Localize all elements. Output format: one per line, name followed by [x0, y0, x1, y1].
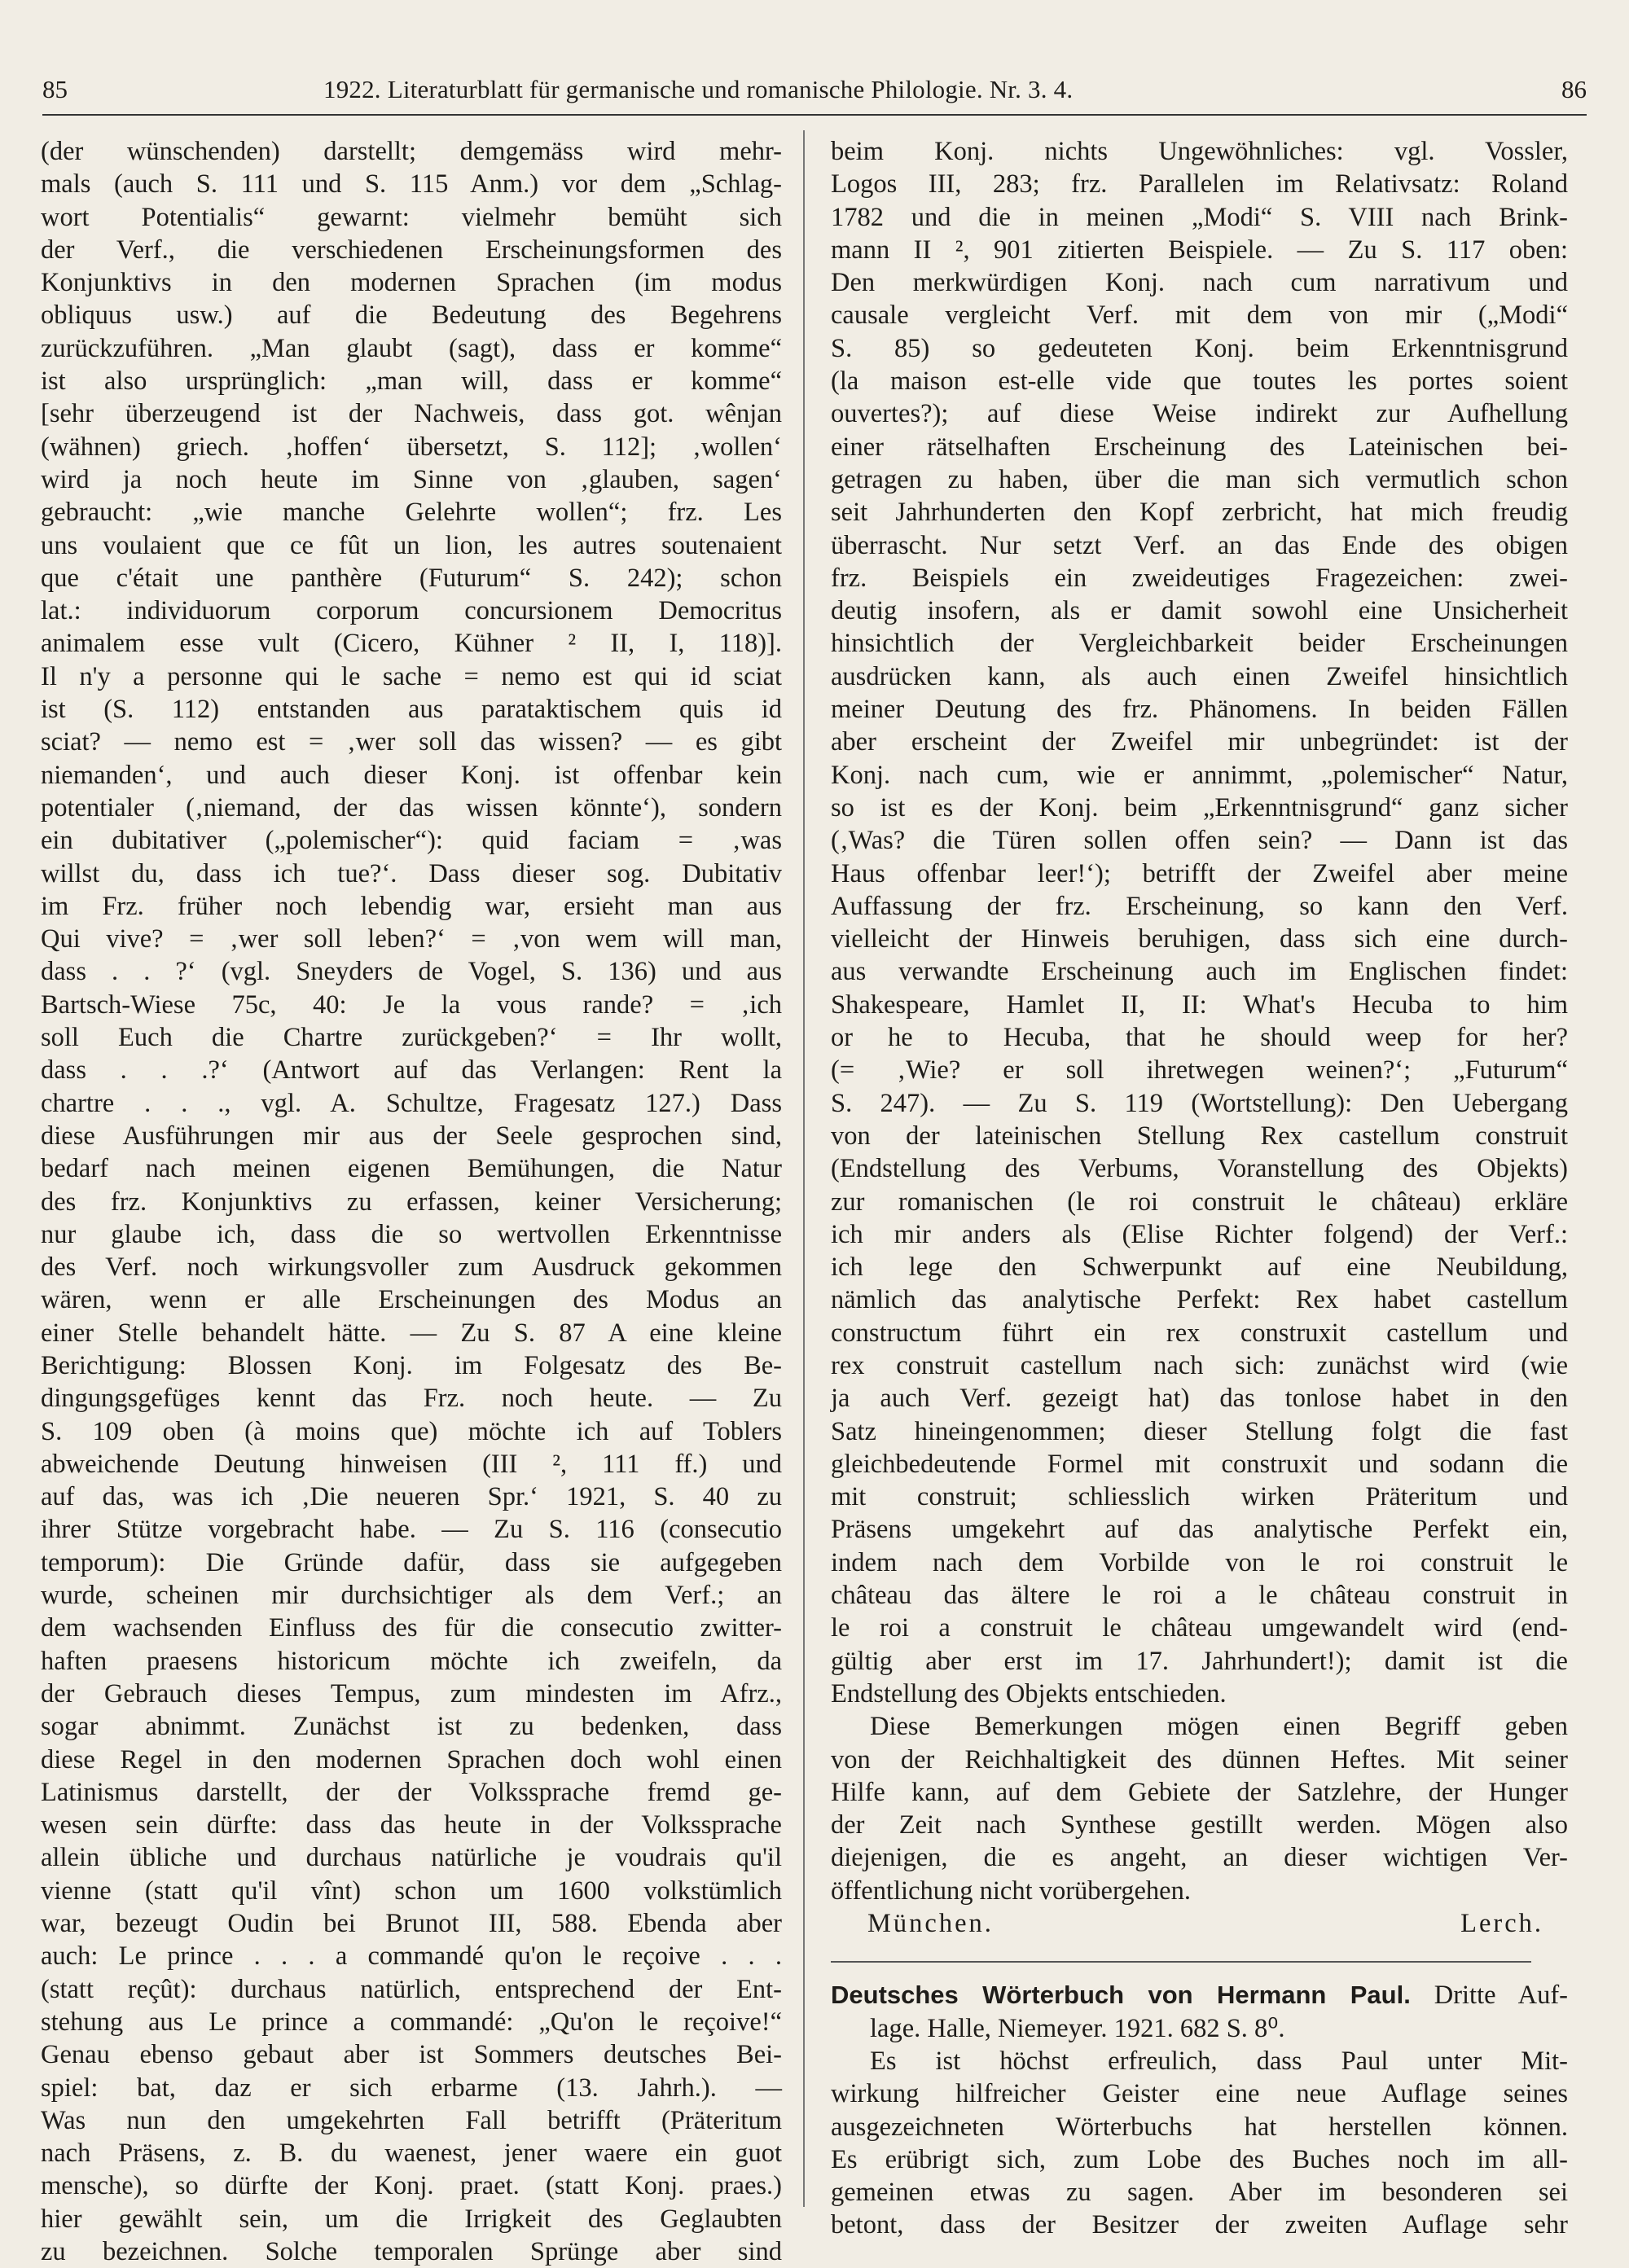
text-line: spiel: bat, daz er sich erbarme (13. Jahrh.). — — [41, 2073, 782, 2103]
text-line: mals (auch S. 111 und S. 115 Anm.) vor dem „Schlag- — [41, 169, 782, 200]
review-title-rest: Dritte Auf- — [1434, 1981, 1569, 2011]
text-line: Berichtigung: Blossen Konj. im Folgesatz des Be- — [41, 1350, 782, 1380]
text-line: Konjunktivs in den modernen Sprachen (im modus — [41, 268, 782, 298]
text-line: [sehr überzeugend ist der Nachweis, dass got. wênjan — [41, 399, 782, 429]
text-line: überrascht. Nur setzt Verf. an das Ende des obigen — [831, 530, 1568, 560]
text-line: dass . . ?‘ (vgl. Sneyders de Vogel, S. 136) und aus — [41, 957, 782, 987]
text-line: que c'était une panthère (Futurum“ S. 242); schon — [41, 563, 782, 593]
text-line: gleichbedeutende Formel mit construxit und sodann die — [831, 1449, 1568, 1479]
text-line: stehung aus Le prince a commandé: „Qu'on le reçoive!“ — [41, 2007, 782, 2037]
text-line: deutig insofern, als er damit sowohl eine Unsicherheit — [831, 596, 1568, 626]
text-line: auf das, was ich ‚Die neueren Spr.‘ 1921, S. 40 zu — [41, 1482, 782, 1512]
text-line: Satz hineingenommen; dieser Stellung folgt die fast — [831, 1416, 1568, 1446]
text-line: mensche), so dürfte der Konj. praet. (statt Konj. praes.) — [41, 2171, 782, 2201]
text-line: wirkung hilfreicher Geister eine neue Auflage seines — [831, 2079, 1568, 2109]
text-line: öffentlichung nicht vorübergehen. — [831, 1875, 1191, 1906]
text-line: auch: Le prince . . . a commandé qu'on le reçoive . . . — [41, 1941, 782, 1972]
text-line: von der Reichhaltigkeit des dünnen Heftes. Mit seiner — [831, 1744, 1568, 1774]
text-line: temporum): Die Gründe dafür, dass sie aufgegeben — [41, 1547, 782, 1577]
text-line: hier gewählt sein, um die Irrigkeit des Geglaubten — [41, 2204, 782, 2234]
text-line: einer rätselhaften Erscheinung des Lateinischen bei- — [831, 432, 1568, 462]
text-line: nur glaube ich, dass die so wertvollen Erkenntnisse — [41, 1219, 782, 1249]
text-line: der Zeit nach Synthese gestillt werden. Mögen also — [831, 1810, 1568, 1840]
text-line: wären, wenn er alle Erscheinungen des Modus an — [41, 1285, 782, 1315]
text-line: frz. Beispiels ein zweideutiges Fragezeichen: zwei- — [831, 563, 1568, 593]
text-line: animalem esse vult (Cicero, Kühner ² II, I, 118)]. — [41, 629, 782, 659]
text-line: getragen zu haben, über die man sich vermutlich schon — [831, 464, 1568, 494]
text-line: ist (S. 112) entstanden aus parataktischem quis id — [41, 695, 782, 725]
text-line: Präsens umgekehrt auf das analytische Perfekt ein, — [831, 1515, 1568, 1545]
text-line: nämlich das analytische Perfekt: Rex habet castellum — [831, 1285, 1568, 1315]
text-line: Diese Bemerkungen mögen einen Begriff geben — [870, 1712, 1568, 1742]
text-line: mann II ², 901 zitierten Beispiele. — Zu S. 117 oben: — [831, 235, 1568, 265]
column-divider — [803, 130, 805, 2207]
text-line: potentialer (‚niemand, der das wissen könnte‘), sondern — [41, 792, 782, 823]
text-line: wird ja noch heute im Sinne von ‚glauben, sagen‘ — [41, 464, 782, 494]
text-line: or he to Hecuba, that he should weep for her? — [831, 1023, 1568, 1053]
text-line: Auffassung der frz. Erscheinung, so kann den Verf. — [831, 891, 1568, 921]
review-heading — [831, 1979, 1568, 2045]
text-line: causale vergleicht Verf. mit dem von mir („Modi“ — [831, 300, 1568, 331]
text-line: uns voulaient que ce fût un lion, les autres soutenaient — [41, 530, 782, 560]
page-number-left: 85 — [42, 75, 68, 103]
text-line: ich mir anders als (Elise Richter folgend) der Verf.: — [831, 1219, 1568, 1249]
text-line: ist also ursprünglich: „man will, dass er komme“ — [41, 366, 782, 397]
text-line: soll Euch die Chartre zurückgeben?‘ = Ihr wollt, — [41, 1023, 782, 1053]
text-line: des frz. Konjunktivs zu erfassen, keiner Versicherung; — [41, 1187, 782, 1217]
text-line: Haus offenbar leer!‘); betrifft der Zweifel aber meine — [831, 858, 1568, 888]
text-line: Genau ebenso gebaut aber ist Sommers deutsches Bei- — [41, 2040, 782, 2070]
text-line: ausdrücken kann, als auch einen Zweifel hinsichtlich — [831, 661, 1568, 691]
text-line: (= ‚Wie? er soll ihretwegen weinen?‘; „Futurum“ — [831, 1055, 1568, 1086]
text-line: diejenigen, die es angeht, an dieser wichtigen Ver- — [831, 1843, 1568, 1873]
page-header — [42, 68, 1587, 117]
signature-place: München. — [867, 1909, 994, 1939]
text-line: zu bezeichnen. Solche temporalen Sprünge aber sind — [41, 2237, 782, 2266]
text-line: Es erübrigt sich, zum Lobe des Buches noch im all- — [831, 2144, 1568, 2174]
left-column — [41, 135, 782, 2268]
text-line: allein übliche und durchaus natürliche je voudrais qu'il — [41, 1843, 782, 1873]
text-line: (‚Was? die Türen sollen offen sein? — Dann ist das — [831, 826, 1568, 856]
text-line: haften praesens historicum möchte ich zweifeln, da — [41, 1646, 782, 1676]
text-line: ouvertes?); auf diese Weise indirekt zur Aufhellung — [831, 399, 1568, 429]
text-line: (la maison est-elle vide que toutes les portes soient — [831, 366, 1568, 397]
text-line: vienne (statt qu'il vînt) schon um 1600 volkstümlich — [41, 1875, 782, 1906]
text-line: gültig aber erst im 17. Jahrhundert!); damit ist die — [831, 1646, 1568, 1676]
text-line: Hilfe kann, auf dem Gebiete der Satzlehre, der Hunger — [831, 1777, 1568, 1807]
text-line: vielleicht der Hinweis beruhigen, dass sich eine durch- — [831, 924, 1568, 954]
right-column — [831, 135, 1568, 2242]
text-line: abweichende Deutung hinweisen (III ², 111 ff.) und — [41, 1449, 782, 1479]
text-line: Den merkwürdigen Konj. nach cum narrativum und — [831, 268, 1568, 298]
text-line: rex construit castellum nach sich: zunächst wird (wie — [831, 1350, 1568, 1380]
text-line: dem wachsenden Einfluss des für die consecutio zwitter- — [41, 1613, 782, 1643]
text-line: S. 109 oben (à moins que) möchte ich auf Toblers — [41, 1416, 782, 1446]
text-line: Il n'y a personne qui le sache = nemo est qui id sciat — [41, 661, 782, 691]
text-line: willst du, dass ich tue?‘. Dass dieser sog. Dubitativ — [41, 858, 782, 888]
text-line: zurückzuführen. „Man glaubt (sagt), dass er komme“ — [41, 333, 782, 363]
text-line: meiner Deutung des frz. Phänomens. In beiden Fällen — [831, 695, 1568, 725]
text-line: betont, dass der Besitzer der zweiten Auflage sehr — [831, 2210, 1568, 2240]
text-line: einer Stelle behandelt hätte. — Zu S. 87 A eine kleine — [41, 1318, 782, 1348]
text-line: hinsichtlich der Vergleichbarkeit beider Erscheinungen — [831, 629, 1568, 659]
text-line: ihrer Stütze vorgebracht habe. — Zu S. 116 (consecutio — [41, 1515, 782, 1545]
text-line: (statt reçût): durchaus natürlich, entsprechend der Ent- — [41, 1974, 782, 2004]
text-line: des Verf. noch wirkungsvoller zum Ausdruck gekommen — [41, 1252, 782, 1283]
text-line: Endstellung des Objekts entschieden. — [831, 1678, 1227, 1709]
text-line: Latinismus darstellt, der der Volkssprache fremd ge- — [41, 1777, 782, 1807]
text-line: Logos III, 283; frz. Parallelen im Relativsatz: Roland — [831, 169, 1568, 200]
text-line: diese Ausführungen mir aus der Seele gesprochen sind, — [41, 1121, 782, 1151]
text-line: wurde, scheinen mir durchsichtiger als dem Verf.; an — [41, 1581, 782, 1611]
text-line: Was nun den umgekehrten Fall betrifft (Präteritum — [41, 2105, 782, 2135]
review-publication: lage. Halle, Niemeyer. 1921. 682 S. 8⁰. — [870, 2013, 1285, 2043]
text-line: beim Konj. nichts Ungewöhnliches: vgl. Vossler, — [831, 137, 1568, 166]
text-line: (Endstellung des Verbums, Voranstellung des Objekts) — [831, 1154, 1568, 1184]
text-line: im Frz. früher noch lebendig war, ersieht man aus — [41, 891, 782, 921]
text-line: der Verf., die verschiedenen Erscheinungsformen des — [41, 235, 782, 265]
text-line: niemanden‘, und auch dieser Konj. ist offenbar kein — [41, 760, 782, 790]
text-line: nach Präsens, z. B. du waenest, jener waere ein guot — [41, 2139, 782, 2169]
text-line: sciat? — nemo est = ‚wer soll das wissen? — es gibt — [41, 727, 782, 757]
text-line: so ist es der Konj. beim „Erkenntnisgrund“ ganz sicher — [831, 792, 1568, 823]
text-line: ich lege den Schwerpunkt auf eine Neubildung, — [831, 1252, 1568, 1283]
text-line: constructum führt ein rex construxit castellum und — [831, 1318, 1568, 1348]
text-line: S. 247). — Zu S. 119 (Wortstellung): Den Uebergang — [831, 1088, 1568, 1118]
text-line: aber erscheint der Zweifel mir unbegründet: ist der — [831, 727, 1568, 757]
text-line: diese Regel in den modernen Sprachen doch wohl einen — [41, 1744, 782, 1774]
section-separator — [831, 1961, 1531, 1963]
page-number-right: 86 — [1561, 75, 1587, 103]
text-line: seit Jahrhunderten den Kopf zerbricht, hat mich freudig — [831, 498, 1568, 528]
text-line: zur romanischen (le roi construit le château) erkläre — [831, 1187, 1568, 1217]
header-rule — [42, 114, 1587, 116]
text-line: wort Potentialis“ gewarnt: vielmehr bemüht sich — [41, 202, 782, 232]
text-line: lat.: individuorum corporum concursionem Democritus — [41, 596, 782, 626]
review-title: Deutsches Wörterbuch von Hermann Paul. — [831, 1981, 1411, 2010]
text-line: S. 85) so gedeuteten Konj. beim Erkenntnisgrund — [831, 333, 1568, 363]
text-line: sogar abnimmt. Zunächst ist zu bedenken, dass — [41, 1712, 782, 1742]
text-line: von der lateinischen Stellung Rex castellum construit — [831, 1121, 1568, 1151]
text-line: ein dubitativer („polemischer“): quid faciam = ‚was — [41, 826, 782, 856]
text-line: der Gebrauch dieses Tempus, zum mindesten im Afrz., — [41, 1678, 782, 1709]
new-review-body — [831, 2045, 1568, 2242]
closing-paragraph — [831, 1710, 1568, 1907]
text-line: mit construit; schliesslich wirken Präteritum und — [831, 1482, 1568, 1512]
text-line: gebraucht: „wie manche Gelehrte wollen“; frz. Les — [41, 498, 782, 528]
text-line: Konj. nach cum, wie er annimmt, „polemischer“ Natur, — [831, 760, 1568, 790]
text-line: obliquus usw.) auf die Bedeutung des Begehrens — [41, 300, 782, 331]
text-line: Qui vive? = ‚wer soll leben?‘ = ‚von wem will man, — [41, 924, 782, 954]
text-line: wesen sein dürfte: dass das heute in der Volkssprache — [41, 1810, 782, 1840]
text-line: gemeinen etwas zu sagen. Aber im besonderen sei — [831, 2178, 1568, 2208]
text-line: Shakespeare, Hamlet II, II: What's Hecuba to him — [831, 989, 1568, 1020]
text-line: chartre . . ., vgl. A. Schultze, Fragesatz 127.) Dass — [41, 1088, 782, 1118]
text-line: ja auch Verf. gezeigt hat) das tonlose habet in den — [831, 1384, 1568, 1414]
running-title: 1922. Literaturblatt für germanische und romanische Philologie. Nr. 3. 4. — [323, 75, 1074, 103]
text-line: Bartsch-Wiese 75c, 40: Je la vous rande? = ‚ich — [41, 989, 782, 1020]
text-line: (wähnen) griech. ‚hoffen‘ übersetzt, S. 112]; ‚wollen‘ — [41, 432, 782, 462]
text-line: bedarf nach meinen eigenen Bemühungen, die Natur — [41, 1154, 782, 1184]
review-continuation — [831, 135, 1568, 1710]
text-line: ausgezeichneten Wörterbuchs hat herstellen können. — [831, 2112, 1568, 2142]
text-line: indem nach dem Vorbilde von le roi construit le — [831, 1547, 1568, 1577]
text-line: war, bezeugt Oudin bei Brunot III, 588. Ebenda aber — [41, 1909, 782, 1939]
text-line: (der wünschenden) darstellt; demgemäss wird mehr- — [41, 137, 782, 166]
text-line: aus verwandte Erscheinung auch im Englischen findet: — [831, 957, 1568, 987]
text-line: dingungsgefüges kennt das Frz. noch heute. — Zu — [41, 1384, 782, 1414]
text-line: Es ist höchst erfreulich, dass Paul unter Mit- — [870, 2046, 1568, 2076]
text-line: le roi a construit le château umgewandelt wird (end- — [831, 1613, 1568, 1643]
signature-author: Lerch. — [1460, 1909, 1543, 1939]
text-line: château das ältere le roi a le château construit in — [831, 1581, 1568, 1611]
text-line: 1782 und die in meinen „Modi“ S. VIII nach Brink- — [831, 202, 1568, 232]
text-line: dass . . .?‘ (Antwort auf das Verlangen: Rent la — [41, 1055, 782, 1086]
signature-line — [831, 1907, 1568, 1940]
